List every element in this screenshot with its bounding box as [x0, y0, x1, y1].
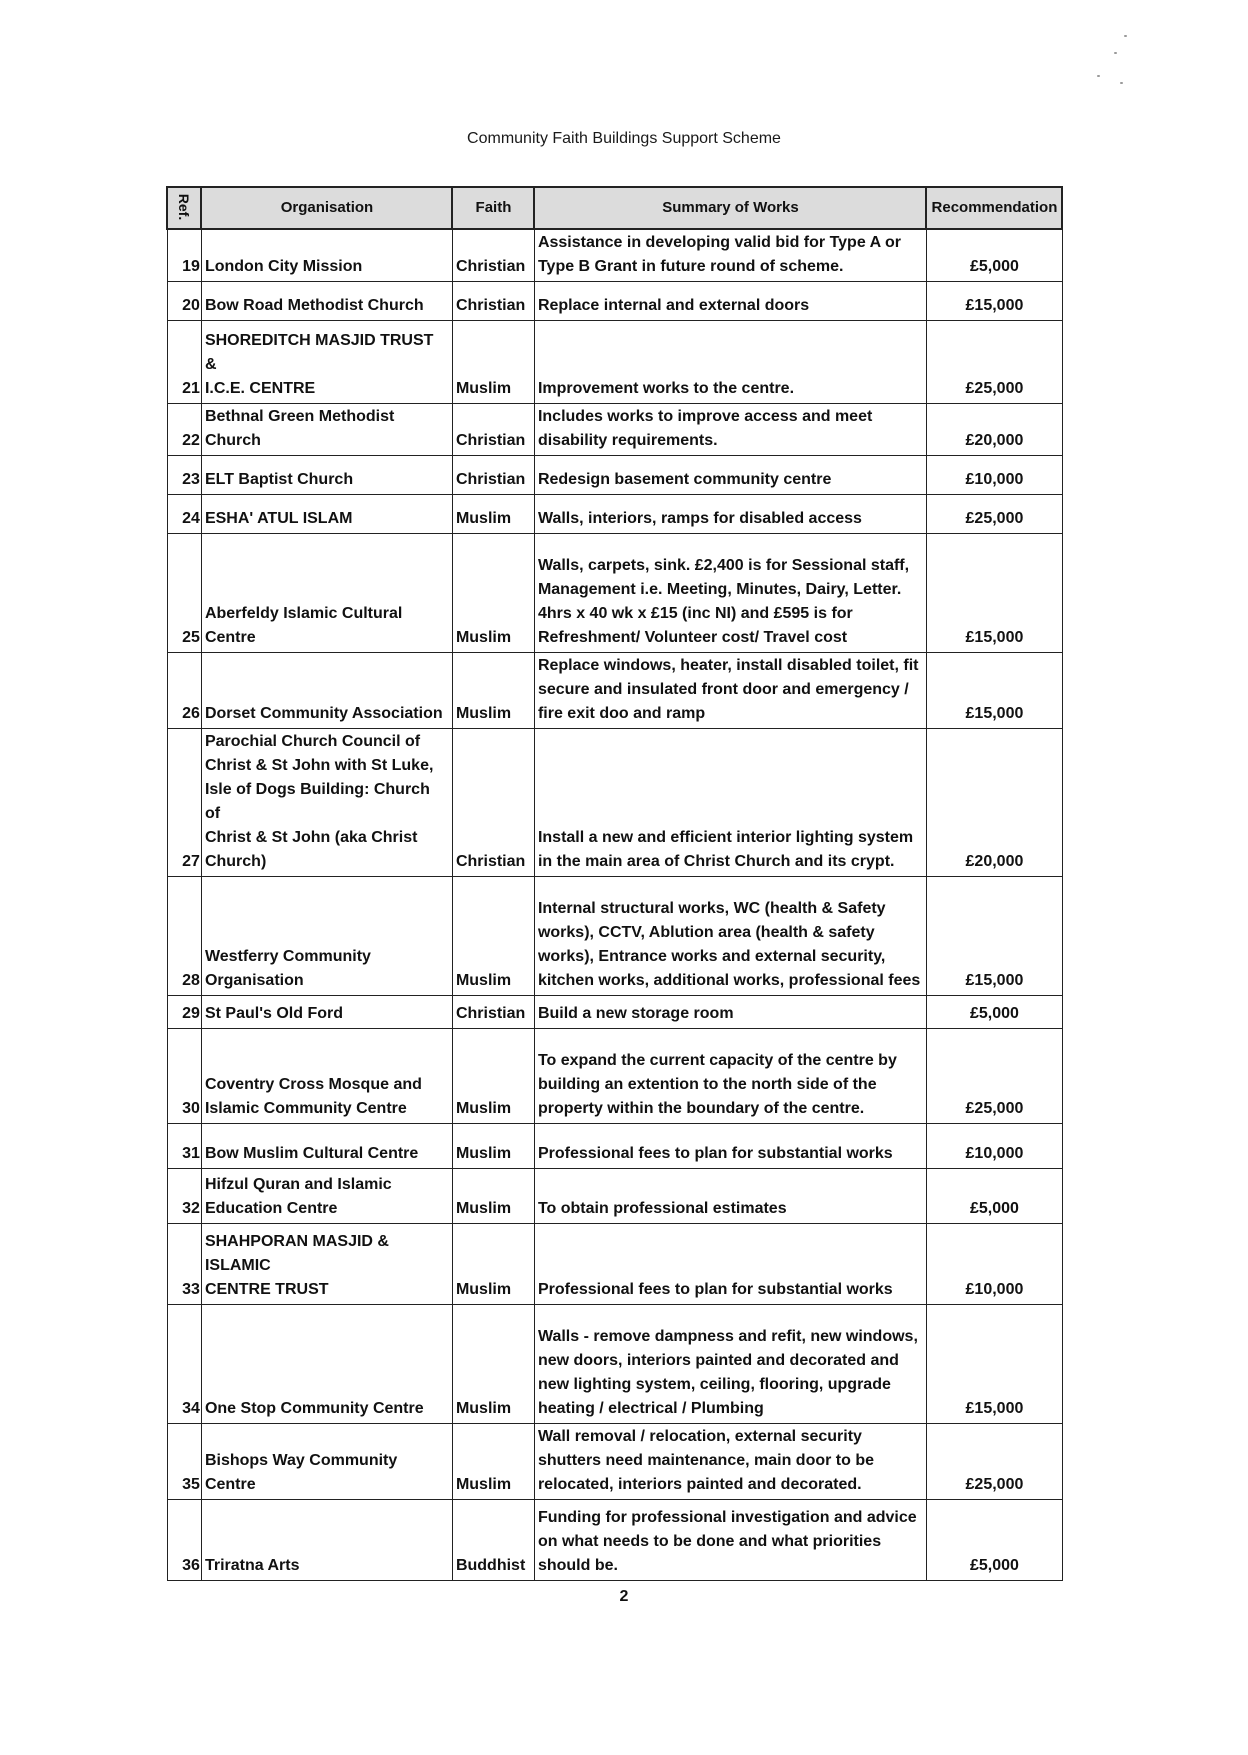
cell-organisation: Bow Road Methodist Church [201, 282, 452, 321]
cell-organisation: Bishops Way Community Centre [201, 1424, 452, 1500]
cell-recommendation: £15,000 [926, 877, 1062, 996]
cell-faith: Muslim [452, 321, 534, 404]
table-row [167, 321, 1062, 404]
cell-organisation: Parochial Church Council of Christ & St John with St Luke, Isle of Dogs Building: Church of Christ & St John (aka Christ Church) [201, 729, 452, 877]
table-row [167, 729, 1062, 877]
table-row [167, 877, 1062, 996]
cell-organisation: One Stop Community Centre [201, 1305, 452, 1424]
cell-ref: 20 [167, 282, 201, 321]
cell-recommendation: £15,000 [926, 282, 1062, 321]
cell-faith: Muslim [452, 1305, 534, 1424]
cell-ref: 29 [167, 996, 201, 1029]
cell-faith: Buddhist [452, 1500, 534, 1581]
cell-recommendation: £5,000 [926, 1500, 1062, 1581]
scan-speck [1114, 52, 1117, 54]
table-row [167, 456, 1062, 495]
cell-recommendation: £10,000 [926, 1224, 1062, 1305]
cell-organisation: ESHA' ATUL ISLAM [201, 495, 452, 534]
cell-faith: Christian [452, 229, 534, 282]
cell-faith: Muslim [452, 653, 534, 729]
cell-summary: Funding for professional investigation and advice on what needs to be done and what priorities should be. [534, 1500, 926, 1581]
cell-organisation: ELT Baptist Church [201, 456, 452, 495]
cell-summary: Install a new and efficient interior lighting system in the main area of Christ Church and its crypt. [534, 729, 926, 877]
table-row [167, 495, 1062, 534]
cell-faith: Christian [452, 996, 534, 1029]
cell-organisation: Bow Muslim Cultural Centre [201, 1124, 452, 1169]
cell-ref: 24 [167, 495, 201, 534]
table-row [167, 1029, 1062, 1124]
cell-ref: 26 [167, 653, 201, 729]
cell-faith: Muslim [452, 1029, 534, 1124]
cell-ref: 34 [167, 1305, 201, 1424]
cell-organisation: Bethnal Green Methodist Church [201, 404, 452, 456]
table-row [167, 1424, 1062, 1500]
header-ref: Ref. [167, 187, 201, 229]
cell-recommendation: £20,000 [926, 729, 1062, 877]
cell-recommendation: £5,000 [926, 1169, 1062, 1224]
cell-organisation: London City Mission [201, 229, 452, 282]
cell-ref: 19 [167, 229, 201, 282]
cell-faith: Muslim [452, 1124, 534, 1169]
cell-recommendation: £15,000 [926, 534, 1062, 653]
table-row [167, 996, 1062, 1029]
cell-faith: Muslim [452, 1424, 534, 1500]
cell-faith: Christian [452, 729, 534, 877]
table-row [167, 1224, 1062, 1305]
table-row [167, 1500, 1062, 1581]
cell-organisation: St Paul's Old Ford [201, 996, 452, 1029]
table-row [167, 229, 1062, 282]
cell-summary: Includes works to improve access and meet disability requirements. [534, 404, 926, 456]
page-number: 2 [619, 1588, 629, 1605]
header-faith: Faith [452, 187, 534, 229]
cell-summary: Professional fees to plan for substantial works [534, 1124, 926, 1169]
cell-recommendation: £10,000 [926, 1124, 1062, 1169]
cell-ref: 30 [167, 1029, 201, 1124]
cell-organisation: Dorset Community Association [201, 653, 452, 729]
cell-organisation: Triratna Arts [201, 1500, 452, 1581]
cell-ref: 27 [167, 729, 201, 877]
scan-speck [1124, 35, 1127, 37]
table-row [167, 1169, 1062, 1224]
header-recommendation: Recommendation [926, 187, 1062, 229]
cell-faith: Muslim [452, 877, 534, 996]
cell-recommendation: £10,000 [926, 456, 1062, 495]
cell-organisation: Westferry Community Organisation [201, 877, 452, 996]
table-row [167, 404, 1062, 456]
cell-ref: 31 [167, 1124, 201, 1169]
cell-recommendation: £5,000 [926, 229, 1062, 282]
cell-summary: Replace windows, heater, install disabled toilet, fit secure and insulated front door and emergency / fire exit doo and ramp [534, 653, 926, 729]
cell-recommendation: £25,000 [926, 495, 1062, 534]
header-summary: Summary of Works [534, 187, 926, 229]
cell-summary: Walls - remove dampness and refit, new windows, new doors, interiors painted and decorated and new lighting system, ceiling, flooring, upgrade heating / electrical / Plumbing [534, 1305, 926, 1424]
grants-table [166, 186, 1063, 1581]
cell-summary: Internal structural works, WC (health & Safety works), CCTV, Ablution area (health & safety works), Entrance works and external security, kitchen works, additional works, professional fees [534, 877, 926, 996]
cell-summary: Replace internal and external doors [534, 282, 926, 321]
cell-summary: To expand the current capacity of the centre by building an extention to the north side of the property within the boundary of the centre. [534, 1029, 926, 1124]
cell-faith: Muslim [452, 534, 534, 653]
cell-ref: 25 [167, 534, 201, 653]
cell-organisation: Aberfeldy Islamic Cultural Centre [201, 534, 452, 653]
document-title: Community Faith Buildings Support Scheme [467, 130, 781, 147]
cell-summary: Improvement works to the centre. [534, 321, 926, 404]
cell-organisation: SHAHPORAN MASJID & ISLAMIC CENTRE TRUST [201, 1224, 452, 1305]
cell-recommendation: £20,000 [926, 404, 1062, 456]
cell-summary: Professional fees to plan for substantial works [534, 1224, 926, 1305]
table-row [167, 1124, 1062, 1169]
cell-ref: 22 [167, 404, 201, 456]
table-row [167, 1305, 1062, 1424]
cell-summary: Build a new storage room [534, 996, 926, 1029]
scan-speck [1097, 75, 1100, 77]
cell-organisation: Hifzul Quran and Islamic Education Centre [201, 1169, 452, 1224]
cell-ref: 21 [167, 321, 201, 404]
cell-ref: 28 [167, 877, 201, 996]
cell-faith: Christian [452, 282, 534, 321]
cell-summary: To obtain professional estimates [534, 1169, 926, 1224]
cell-recommendation: £25,000 [926, 1029, 1062, 1124]
cell-summary: Assistance in developing valid bid for Type A or Type B Grant in future round of scheme. [534, 229, 926, 282]
cell-summary: Walls, interiors, ramps for disabled access [534, 495, 926, 534]
cell-recommendation: £15,000 [926, 653, 1062, 729]
cell-faith: Christian [452, 404, 534, 456]
cell-summary: Redesign basement community centre [534, 456, 926, 495]
table-row [167, 653, 1062, 729]
cell-ref: 36 [167, 1500, 201, 1581]
scan-speck [1120, 82, 1123, 84]
header-organisation: Organisation [201, 187, 452, 229]
cell-faith: Muslim [452, 1169, 534, 1224]
cell-ref: 23 [167, 456, 201, 495]
table-header-row [167, 187, 1062, 229]
cell-ref: 32 [167, 1169, 201, 1224]
cell-recommendation: £5,000 [926, 996, 1062, 1029]
cell-ref: 35 [167, 1424, 201, 1500]
cell-recommendation: £25,000 [926, 321, 1062, 404]
cell-faith: Muslim [452, 495, 534, 534]
cell-recommendation: £25,000 [926, 1424, 1062, 1500]
cell-faith: Muslim [452, 1224, 534, 1305]
cell-faith: Christian [452, 456, 534, 495]
table-row [167, 534, 1062, 653]
cell-organisation: Coventry Cross Mosque and Islamic Community Centre [201, 1029, 452, 1124]
cell-ref: 33 [167, 1224, 201, 1305]
cell-organisation: SHOREDITCH MASJID TRUST & I.C.E. CENTRE [201, 321, 452, 404]
table-row [167, 282, 1062, 321]
cell-recommendation: £15,000 [926, 1305, 1062, 1424]
cell-summary: Walls, carpets, sink. £2,400 is for Sessional staff, Management i.e. Meeting, Minutes, Dairy, Letter. 4hrs x 40 wk x £15 (inc NI) and £595 is for Refreshment/ Volunteer cost/ Travel cost [534, 534, 926, 653]
cell-summary: Wall removal / relocation, external security shutters need maintenance, main door to be relocated, interiors painted and decorated. [534, 1424, 926, 1500]
